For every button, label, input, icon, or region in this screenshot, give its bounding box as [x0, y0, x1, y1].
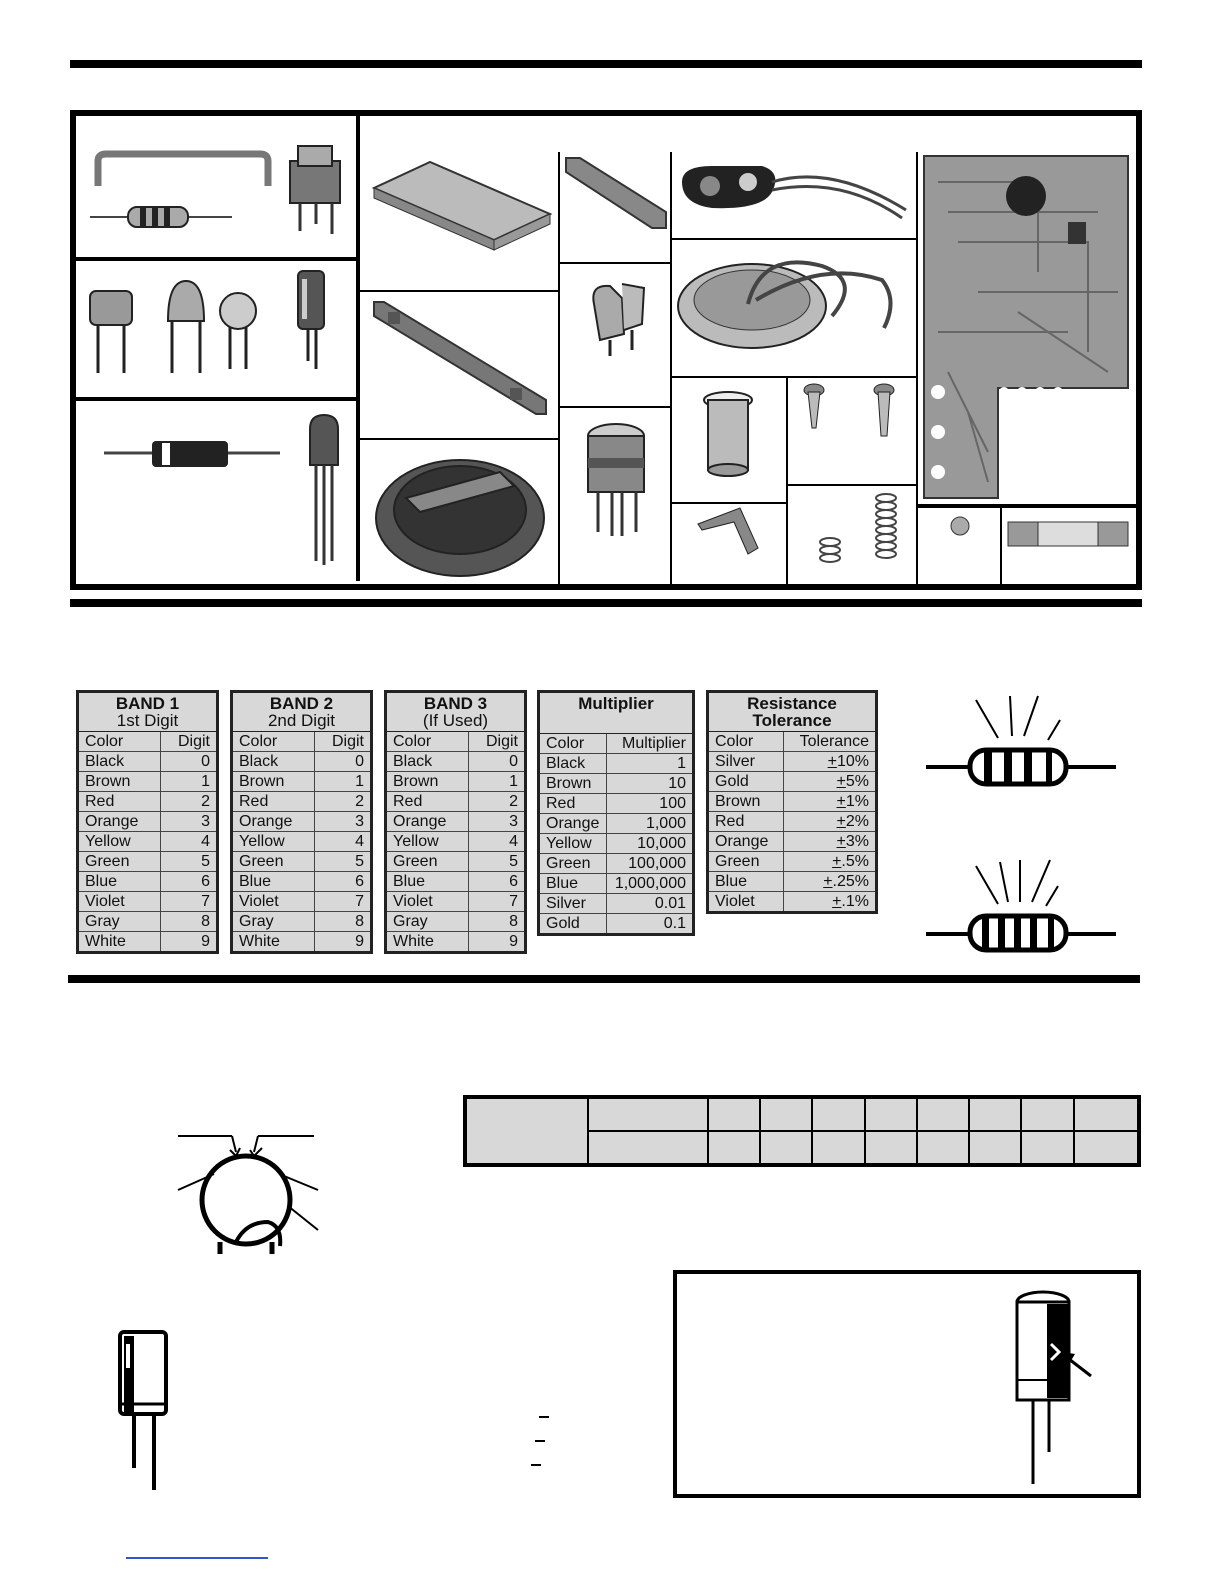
- pc-board-illustration: [918, 152, 1134, 504]
- plus-minus-sign: +: [836, 813, 846, 830]
- band2-row-color: Brown: [232, 772, 315, 792]
- code-table-cell: [588, 1097, 708, 1131]
- band3-title: BAND 3: [423, 694, 488, 713]
- code-table-cell: [865, 1131, 917, 1165]
- band1-row: [78, 852, 218, 872]
- tolerance-row: [708, 752, 877, 772]
- multiplier-row-value: 1,000,000: [607, 874, 694, 894]
- band3-col-digit: Digit: [469, 732, 526, 752]
- multiplier-row: [539, 794, 694, 814]
- band1-row-value: 5: [161, 852, 218, 872]
- band2-row-value: 4: [315, 832, 372, 852]
- band2-row-value: 9: [315, 932, 372, 953]
- lens-illustration: [672, 378, 786, 502]
- band1-row: [78, 892, 218, 912]
- strip-illustration: [560, 152, 670, 262]
- parts-cell-lens: [672, 378, 788, 504]
- multiplier-row-value: 10,000: [607, 834, 694, 854]
- band2-rows: [232, 752, 372, 953]
- tolerance-row-value: +.1%: [783, 892, 876, 913]
- tolerance-row: [708, 792, 877, 812]
- parts-cell-fuse: [1002, 506, 1136, 586]
- parts-cell-led: [918, 506, 1002, 586]
- plus-minus-sign: +: [832, 853, 842, 870]
- code-table-cell: [917, 1097, 969, 1131]
- plus-minus-sign: +: [836, 833, 846, 850]
- tolerance-row-color: Silver: [708, 752, 784, 772]
- tolerance-col-tolerance: Tolerance: [783, 732, 876, 752]
- band1-row-value: 2: [161, 792, 218, 812]
- tolerance-title-2: Tolerance: [752, 711, 832, 730]
- small-dot-illustration: [918, 508, 1000, 586]
- tolerance-row-value: +10%: [783, 752, 876, 772]
- tolerance-row-color: Gold: [708, 772, 784, 792]
- multiplier-row: [539, 814, 694, 834]
- band3-row: [386, 792, 526, 812]
- parts-cell-resistor-jumper: [76, 116, 360, 261]
- code-table-cell: [760, 1131, 812, 1165]
- band1-subtitle: 1st Digit: [116, 711, 179, 730]
- parts-cell-strip: [560, 152, 672, 264]
- multiplier-row-value: 1,000: [607, 814, 694, 834]
- code-table-cell: [760, 1097, 812, 1131]
- band1-rows: [78, 752, 218, 953]
- multiplier-row-value: 0.1: [607, 914, 694, 935]
- multiplier-row: [539, 914, 694, 935]
- band3-row-color: Red: [386, 792, 469, 812]
- band2-row-color: Yellow: [232, 832, 315, 852]
- band3-row-color: Brown: [386, 772, 469, 792]
- band2-row: [232, 752, 372, 772]
- code-table-cell: [708, 1097, 760, 1131]
- band2-row: [232, 872, 372, 892]
- plus-minus-sign: +: [836, 773, 846, 790]
- section-rule-3: [68, 975, 1140, 983]
- band2-row: [232, 912, 372, 932]
- band2-row: [232, 772, 372, 792]
- parts-cell-clip: [560, 264, 672, 408]
- band2-row-value: 0: [315, 752, 372, 772]
- band2-row-color: Violet: [232, 892, 315, 912]
- multiplier-col-multiplier: Multiplier: [607, 734, 694, 754]
- multiplier-row-color: Orange: [539, 814, 607, 834]
- tolerance-row-color: Violet: [708, 892, 784, 913]
- band3-row-color: White: [386, 932, 469, 953]
- multiplier-row-color: Brown: [539, 774, 607, 794]
- multiplier-table: [537, 690, 695, 936]
- parts-cell-pc-board: [918, 152, 1136, 506]
- parts-cell-clip-wire: [672, 504, 788, 586]
- tolerance-title-1: Resistance: [747, 694, 837, 713]
- tolerance-row-color: Red: [708, 812, 784, 832]
- multiplier-rows: [539, 754, 694, 935]
- parts-cell-springs: [788, 486, 918, 586]
- band3-row-value: 7: [469, 892, 526, 912]
- tolerance-row-value: +2%: [783, 812, 876, 832]
- multiplier-row-value: 100: [607, 794, 694, 814]
- tolerance-row: [708, 852, 877, 872]
- multiplier-row: [539, 834, 694, 854]
- code-table-label-cell: [465, 1097, 588, 1165]
- band2-row-color: Red: [232, 792, 315, 812]
- multiplier-row-value: 100,000: [607, 854, 694, 874]
- fuse-illustration: [1002, 508, 1134, 586]
- capacitor-code-table: [463, 1095, 1141, 1167]
- multiplier-row-color: Gold: [539, 914, 607, 935]
- band1-row: [78, 872, 218, 892]
- electrolytic-capacitor-polarity-illustration: [1003, 1284, 1123, 1494]
- multiplier-row-color: Green: [539, 854, 607, 874]
- band1-row-color: Red: [78, 792, 161, 812]
- disc-capacitor-marking-illustration: [170, 1130, 330, 1260]
- band1-row: [78, 832, 218, 852]
- parts-identification-panel: [70, 110, 1142, 590]
- band1-row: [78, 912, 218, 932]
- tolerance-table: [706, 690, 878, 914]
- band3-row: [386, 852, 526, 872]
- resistor-bands-illustration: [920, 690, 1130, 960]
- resistor-jumper-pot-illustration: [76, 116, 356, 256]
- springs-illustration: [788, 486, 916, 584]
- band1-col-digit: Digit: [161, 732, 218, 752]
- band3-row-color: Yellow: [386, 832, 469, 852]
- parts-cell-rail: [360, 292, 560, 440]
- band2-row-value: 8: [315, 912, 372, 932]
- band3-row: [386, 832, 526, 852]
- band2-row-value: 7: [315, 892, 372, 912]
- band3-subtitle: (If Used): [422, 711, 489, 730]
- band1-row-color: Gray: [78, 912, 161, 932]
- multiplier-row: [539, 774, 694, 794]
- tolerance-row-value: +.25%: [783, 872, 876, 892]
- band3-row-color: Green: [386, 852, 469, 872]
- tolerance-col-color: Color: [708, 732, 784, 752]
- multiplier-row-value: 1: [607, 754, 694, 774]
- code-table-cell: [969, 1097, 1021, 1131]
- band3-row: [386, 912, 526, 932]
- code-table-cell: [812, 1097, 864, 1131]
- band2-row: [232, 932, 372, 953]
- tolerance-row-value: +1%: [783, 792, 876, 812]
- code-table-cell: [865, 1097, 917, 1131]
- multiplier-row: [539, 874, 694, 894]
- band1-row-value: 9: [161, 932, 218, 953]
- parts-cell-capacitors: [76, 261, 360, 401]
- underline-mark: [535, 1440, 545, 1442]
- band3-row-value: 6: [469, 872, 526, 892]
- code-table-cell: [917, 1131, 969, 1165]
- tolerance-row-value: +5%: [783, 772, 876, 792]
- band3-row-value: 9: [469, 932, 526, 953]
- band1-row-value: 4: [161, 832, 218, 852]
- band3-rows: [386, 752, 526, 953]
- band2-row-value: 3: [315, 812, 372, 832]
- band2-row-value: 2: [315, 792, 372, 812]
- band2-row-color: Orange: [232, 812, 315, 832]
- multiplier-row-value: 0.01: [607, 894, 694, 914]
- spring-clip-illustration: [672, 504, 786, 584]
- band3-row-value: 4: [469, 832, 526, 852]
- multiplier-row-color: Red: [539, 794, 607, 814]
- band1-row-value: 3: [161, 812, 218, 832]
- band3-row-value: 2: [469, 792, 526, 812]
- multiplier-title: Multiplier: [578, 694, 654, 713]
- tolerance-row: [708, 892, 877, 913]
- code-table-cell: [1021, 1131, 1073, 1165]
- battery-snap-illustration: [672, 152, 916, 238]
- multiplier-row: [539, 894, 694, 914]
- code-table-cell: [969, 1131, 1021, 1165]
- multiplier-row: [539, 854, 694, 874]
- parts-cell-plate: [360, 152, 560, 292]
- band3-table: [384, 690, 527, 954]
- footer-link-underline: [126, 1557, 268, 1559]
- diode-transistor-illustration: [76, 401, 356, 576]
- band1-title: BAND 1: [115, 694, 180, 713]
- electrolytic-capacitor-illustration: [112, 1326, 176, 1496]
- band1-row: [78, 932, 218, 953]
- band1-row-color: Orange: [78, 812, 161, 832]
- band2-row-color: Green: [232, 852, 315, 872]
- parts-cell-switch: [560, 408, 672, 586]
- plus-minus-sign: +: [823, 873, 833, 890]
- piezo-speaker-illustration: [672, 240, 916, 376]
- plastic-plate-illustration: [360, 152, 560, 292]
- band1-row-color: Green: [78, 852, 161, 872]
- band1-row-color: Brown: [78, 772, 161, 792]
- screws-illustration: [788, 378, 916, 484]
- band2-subtitle: 2nd Digit: [267, 711, 336, 730]
- tolerance-row: [708, 812, 877, 832]
- band3-row: [386, 872, 526, 892]
- band2-col-digit: Digit: [315, 732, 372, 752]
- band3-row: [386, 932, 526, 953]
- band3-row-value: 0: [469, 752, 526, 772]
- band2-row-color: Gray: [232, 912, 315, 932]
- underline-mark: [539, 1416, 549, 1418]
- band3-row-color: Blue: [386, 872, 469, 892]
- band3-row: [386, 772, 526, 792]
- band3-row-color: Gray: [386, 912, 469, 932]
- band2-row-value: 5: [315, 852, 372, 872]
- band2-row: [232, 852, 372, 872]
- multiplier-row-value: 10: [607, 774, 694, 794]
- tolerance-row: [708, 872, 877, 892]
- tolerance-row: [708, 772, 877, 792]
- band1-row: [78, 772, 218, 792]
- tolerance-row-color: Brown: [708, 792, 784, 812]
- band3-col-color: Color: [386, 732, 469, 752]
- band3-row-color: Black: [386, 752, 469, 772]
- capacitors-illustration: [76, 261, 356, 396]
- band1-row: [78, 752, 218, 772]
- polarity-note-box: [673, 1270, 1141, 1498]
- parts-cell-screws: [788, 378, 918, 486]
- band1-row-color: Yellow: [78, 832, 161, 852]
- code-table-cell: [1021, 1097, 1073, 1131]
- plastic-rail-illustration: [360, 292, 560, 440]
- multiplier-row-color: Blue: [539, 874, 607, 894]
- band1-row-color: Violet: [78, 892, 161, 912]
- band1-row: [78, 792, 218, 812]
- top-rule: [70, 60, 1142, 68]
- band2-col-color: Color: [232, 732, 315, 752]
- section-rule-2: [70, 599, 1142, 607]
- dial-knob-illustration: [360, 440, 560, 586]
- parts-cell-battery-snap: [672, 152, 918, 240]
- band1-row-color: White: [78, 932, 161, 953]
- band3-row: [386, 752, 526, 772]
- code-table-cell: [588, 1131, 708, 1165]
- code-table-cell: [812, 1131, 864, 1165]
- parts-cell-speaker: [672, 240, 918, 378]
- plus-minus-sign: +: [832, 893, 842, 910]
- band3-row-color: Orange: [386, 812, 469, 832]
- band2-table: [230, 690, 373, 954]
- band2-row: [232, 812, 372, 832]
- multiplier-row-color: Silver: [539, 894, 607, 914]
- tolerance-row-color: Orange: [708, 832, 784, 852]
- band1-row-value: 6: [161, 872, 218, 892]
- band2-row-color: Black: [232, 752, 315, 772]
- tolerance-row-value: +.5%: [783, 852, 876, 872]
- tolerance-rows: [708, 752, 877, 913]
- band1-row-color: Blue: [78, 872, 161, 892]
- band1-row-value: 1: [161, 772, 218, 792]
- band2-row: [232, 892, 372, 912]
- code-table-cell: [1074, 1097, 1139, 1131]
- band1-row-value: 7: [161, 892, 218, 912]
- band1-row: [78, 812, 218, 832]
- band2-row: [232, 832, 372, 852]
- band3-row-value: 8: [469, 912, 526, 932]
- multiplier-row-color: Black: [539, 754, 607, 774]
- band3-row-value: 5: [469, 852, 526, 872]
- tolerance-row-color: Green: [708, 852, 784, 872]
- plus-minus-sign: +: [836, 793, 846, 810]
- multiplier-row-color: Yellow: [539, 834, 607, 854]
- tolerance-row-color: Blue: [708, 872, 784, 892]
- parts-cell-diode-transistor: [76, 401, 360, 581]
- band2-row-color: Blue: [232, 872, 315, 892]
- battery-clip-illustration: [560, 264, 670, 404]
- tolerance-row-value: +3%: [783, 832, 876, 852]
- band2-row: [232, 792, 372, 812]
- code-table-cell: [708, 1131, 760, 1165]
- band3-row-color: Violet: [386, 892, 469, 912]
- band2-title: BAND 2: [269, 694, 334, 713]
- band1-row-color: Black: [78, 752, 161, 772]
- multiplier-row: [539, 754, 694, 774]
- band1-row-value: 0: [161, 752, 218, 772]
- band2-row-value: 6: [315, 872, 372, 892]
- code-table-cell: [1074, 1131, 1139, 1165]
- band3-row-value: 3: [469, 812, 526, 832]
- band1-row-value: 8: [161, 912, 218, 932]
- tolerance-row: [708, 832, 877, 852]
- rotary-switch-illustration: [560, 408, 670, 583]
- band3-row: [386, 892, 526, 912]
- band2-row-color: White: [232, 932, 315, 953]
- band1-table: [76, 690, 219, 954]
- parts-cell-knob: [360, 440, 560, 586]
- band2-row-value: 1: [315, 772, 372, 792]
- band1-col-color: Color: [78, 732, 161, 752]
- plus-minus-sign: +: [827, 753, 837, 770]
- band3-row: [386, 812, 526, 832]
- band3-row-value: 1: [469, 772, 526, 792]
- underline-mark: [531, 1464, 541, 1466]
- multiplier-col-color: Color: [539, 734, 607, 754]
